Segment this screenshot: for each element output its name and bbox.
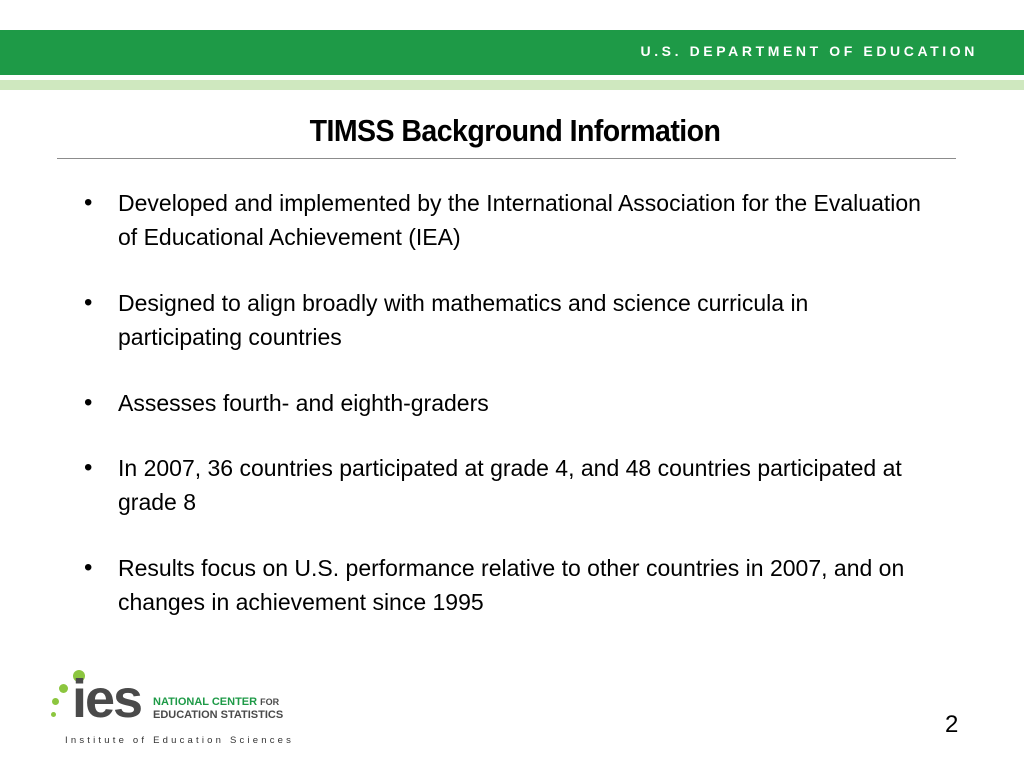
logo-line1-suffix: FOR (260, 697, 280, 707)
logo-center-name (153, 696, 279, 708)
logo-dot-icon (52, 698, 59, 705)
logo-tagline: Institute of Education Sciences (65, 735, 295, 746)
ies-logo (48, 668, 308, 748)
bullet-text: In 2007, 36 countries participated at grade 4, and 48 countries participated at grade 8 (118, 455, 902, 515)
bullet-marker: • (84, 554, 93, 581)
bullet-text: Designed to align broadly with mathematics and science curricula in participating countries (118, 290, 809, 350)
logo-dot-icon (51, 712, 56, 717)
slide-title: TIMSS Background Information (309, 113, 721, 148)
bullet-text: Results focus on U.S. performance relative to other countries in 2007, and on changes in achievement since 1995 (118, 555, 905, 615)
logo-line1: NATIONAL CENTER (153, 696, 258, 708)
accent-band (0, 80, 1024, 90)
bullet-marker: • (84, 389, 93, 416)
bullet-marker: • (84, 289, 93, 316)
bullet-marker: • (84, 189, 93, 216)
bullet-text: Developed and implemented by the International Association for the Evaluation of Educational Achievement (IEA) (118, 190, 921, 250)
title-divider (57, 158, 956, 159)
logo-dot-icon (59, 684, 68, 693)
logo-mark: ies (72, 669, 142, 729)
logo-line2: EDUCATION STATISTICS (153, 709, 284, 721)
bullet-marker: • (84, 454, 93, 481)
department-label: U.S. DEPARTMENT OF EDUCATION (640, 43, 978, 59)
department-banner (0, 30, 1024, 75)
bullet-text: Assesses fourth- and eighth-graders (118, 390, 489, 416)
page-number: 2 (945, 711, 959, 738)
